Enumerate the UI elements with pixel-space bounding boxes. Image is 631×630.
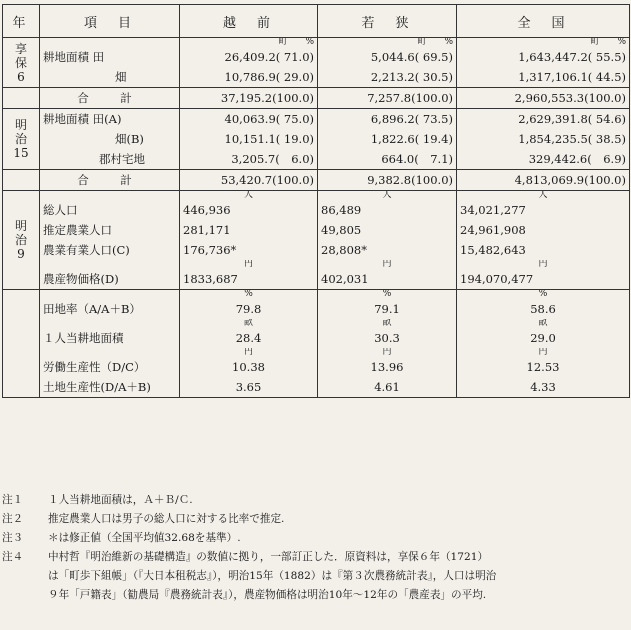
ratios-labels: 田地率（A/A＋B） １人当耕地面積 労働生産性（D/C） 土地生産性(D/A＋B) — [40, 290, 180, 398]
meiji15-zenkoku: 2,629,391.8( 54.6) 1,854,235.5( 38.5) 329,442.6( 6.9) — [457, 109, 630, 170]
kyoho-labels: 耕地面積 田 畑 — [40, 38, 180, 88]
kyoho-echizen: 町 % 26,409.2( 71.0) 10,786.9( 29.0) — [180, 38, 318, 88]
meiji15-total-row — [3, 170, 630, 191]
note-1: 注１ １人当耕地面積は，Ａ＋Ｂ/Ｃ. — [2, 494, 193, 506]
meiji9-labels: 総人口 推定農業人口 農業有業人口(C) 農産物価格(D) — [40, 191, 180, 290]
kyoho-total-zenkoku: 2,960,553.3(100.0) — [457, 88, 630, 109]
meiji15-echizen: 40,063.9( 75.0) 10,151.1( 19.0) 3,205.7( 6.0) — [180, 109, 318, 170]
notes — [2, 491, 629, 605]
meiji15-total-wakasa: 9,382.8(100.0) — [318, 170, 457, 191]
kyoho-wakasa: 町 % 5,044.6( 69.5) 2,213.2( 30.5) — [318, 38, 457, 88]
meiji15-total-label: 合 計 — [40, 170, 180, 191]
header-era: 年 — [3, 5, 40, 38]
header-row — [3, 5, 630, 38]
kyoho-total-row — [3, 88, 630, 109]
kyoho-total-label: 合 計 — [40, 88, 180, 109]
ratios-wakasa: % 79.1 畝 30.3 円 13.96 4.61 — [318, 290, 457, 398]
note-4-cont-1: は「町歩下組帳」（『大日本租税志』），明治15年（1882）は『第３次農務統計表』，人口は明治 — [48, 570, 497, 582]
header-item: 項 目 — [40, 5, 180, 38]
header-echizen: 越 前 — [180, 5, 318, 38]
note-4: 注４ 中村哲『明治維新の基礎構造』の数値に拠り，一部訂正した．原資料は，享保６年（1721） — [2, 551, 489, 563]
header-wakasa: 若 狭 — [318, 5, 457, 38]
note-4-cont-2: ９年「戸籍表」（勧農局『農務統計表』），農産物価格は明治10年～12年の「農産表」の平均. — [48, 589, 487, 601]
meiji9-zenkoku: 人 34,021,277 24,961,908 15,482,643 円 194,070,477 — [457, 191, 630, 290]
era-kyoho: 享 保 6 — [3, 38, 40, 88]
note-3: 注３ ＊は修正値（全国平均値32.68を基準）. — [2, 532, 241, 544]
note-2: 注２ 推定農業人口は男子の総人口に対する比率で推定. — [2, 513, 285, 525]
meiji15-total-echizen: 53,420.7(100.0) — [180, 170, 318, 191]
era-meiji9: 明 治 9 — [3, 191, 40, 290]
meiji15-labels: 耕地面積 田(A) 畑(B) 郡村宅地 — [40, 109, 180, 170]
kyoho-area-row — [3, 38, 630, 88]
ratios-row — [3, 290, 630, 398]
meiji9-row — [3, 191, 630, 290]
statistics-table — [2, 4, 630, 398]
era-meiji15: 明 治 15 — [3, 109, 40, 170]
meiji15-area-row — [3, 109, 630, 170]
meiji15-total-zenkoku: 4,813,069.9(100.0) — [457, 170, 630, 191]
ratios-zenkoku: % 58.6 畝 29.0 円 12.53 4.33 — [457, 290, 630, 398]
ratios-echizen: % 79.8 畝 28.4 円 10.38 3.65 — [180, 290, 318, 398]
meiji9-echizen: 人 446,936 281,171 176,736* 円 1833,687 — [180, 191, 318, 290]
kyoho-total-wakasa: 7,257.8(100.0) — [318, 88, 457, 109]
kyoho-zenkoku: 町 % 1,643,447.2( 55.5) 1,317,106.1( 44.5) — [457, 38, 630, 88]
kyoho-total-echizen: 37,195.2(100.0) — [180, 88, 318, 109]
header-zenkoku: 全 国 — [457, 5, 630, 38]
meiji15-wakasa: 6,896.2( 73.5) 1,822.6( 19.4) 664.0( 7.1) — [318, 109, 457, 170]
meiji9-wakasa: 人 86,489 49,805 28,808* 円 402,031 — [318, 191, 457, 290]
